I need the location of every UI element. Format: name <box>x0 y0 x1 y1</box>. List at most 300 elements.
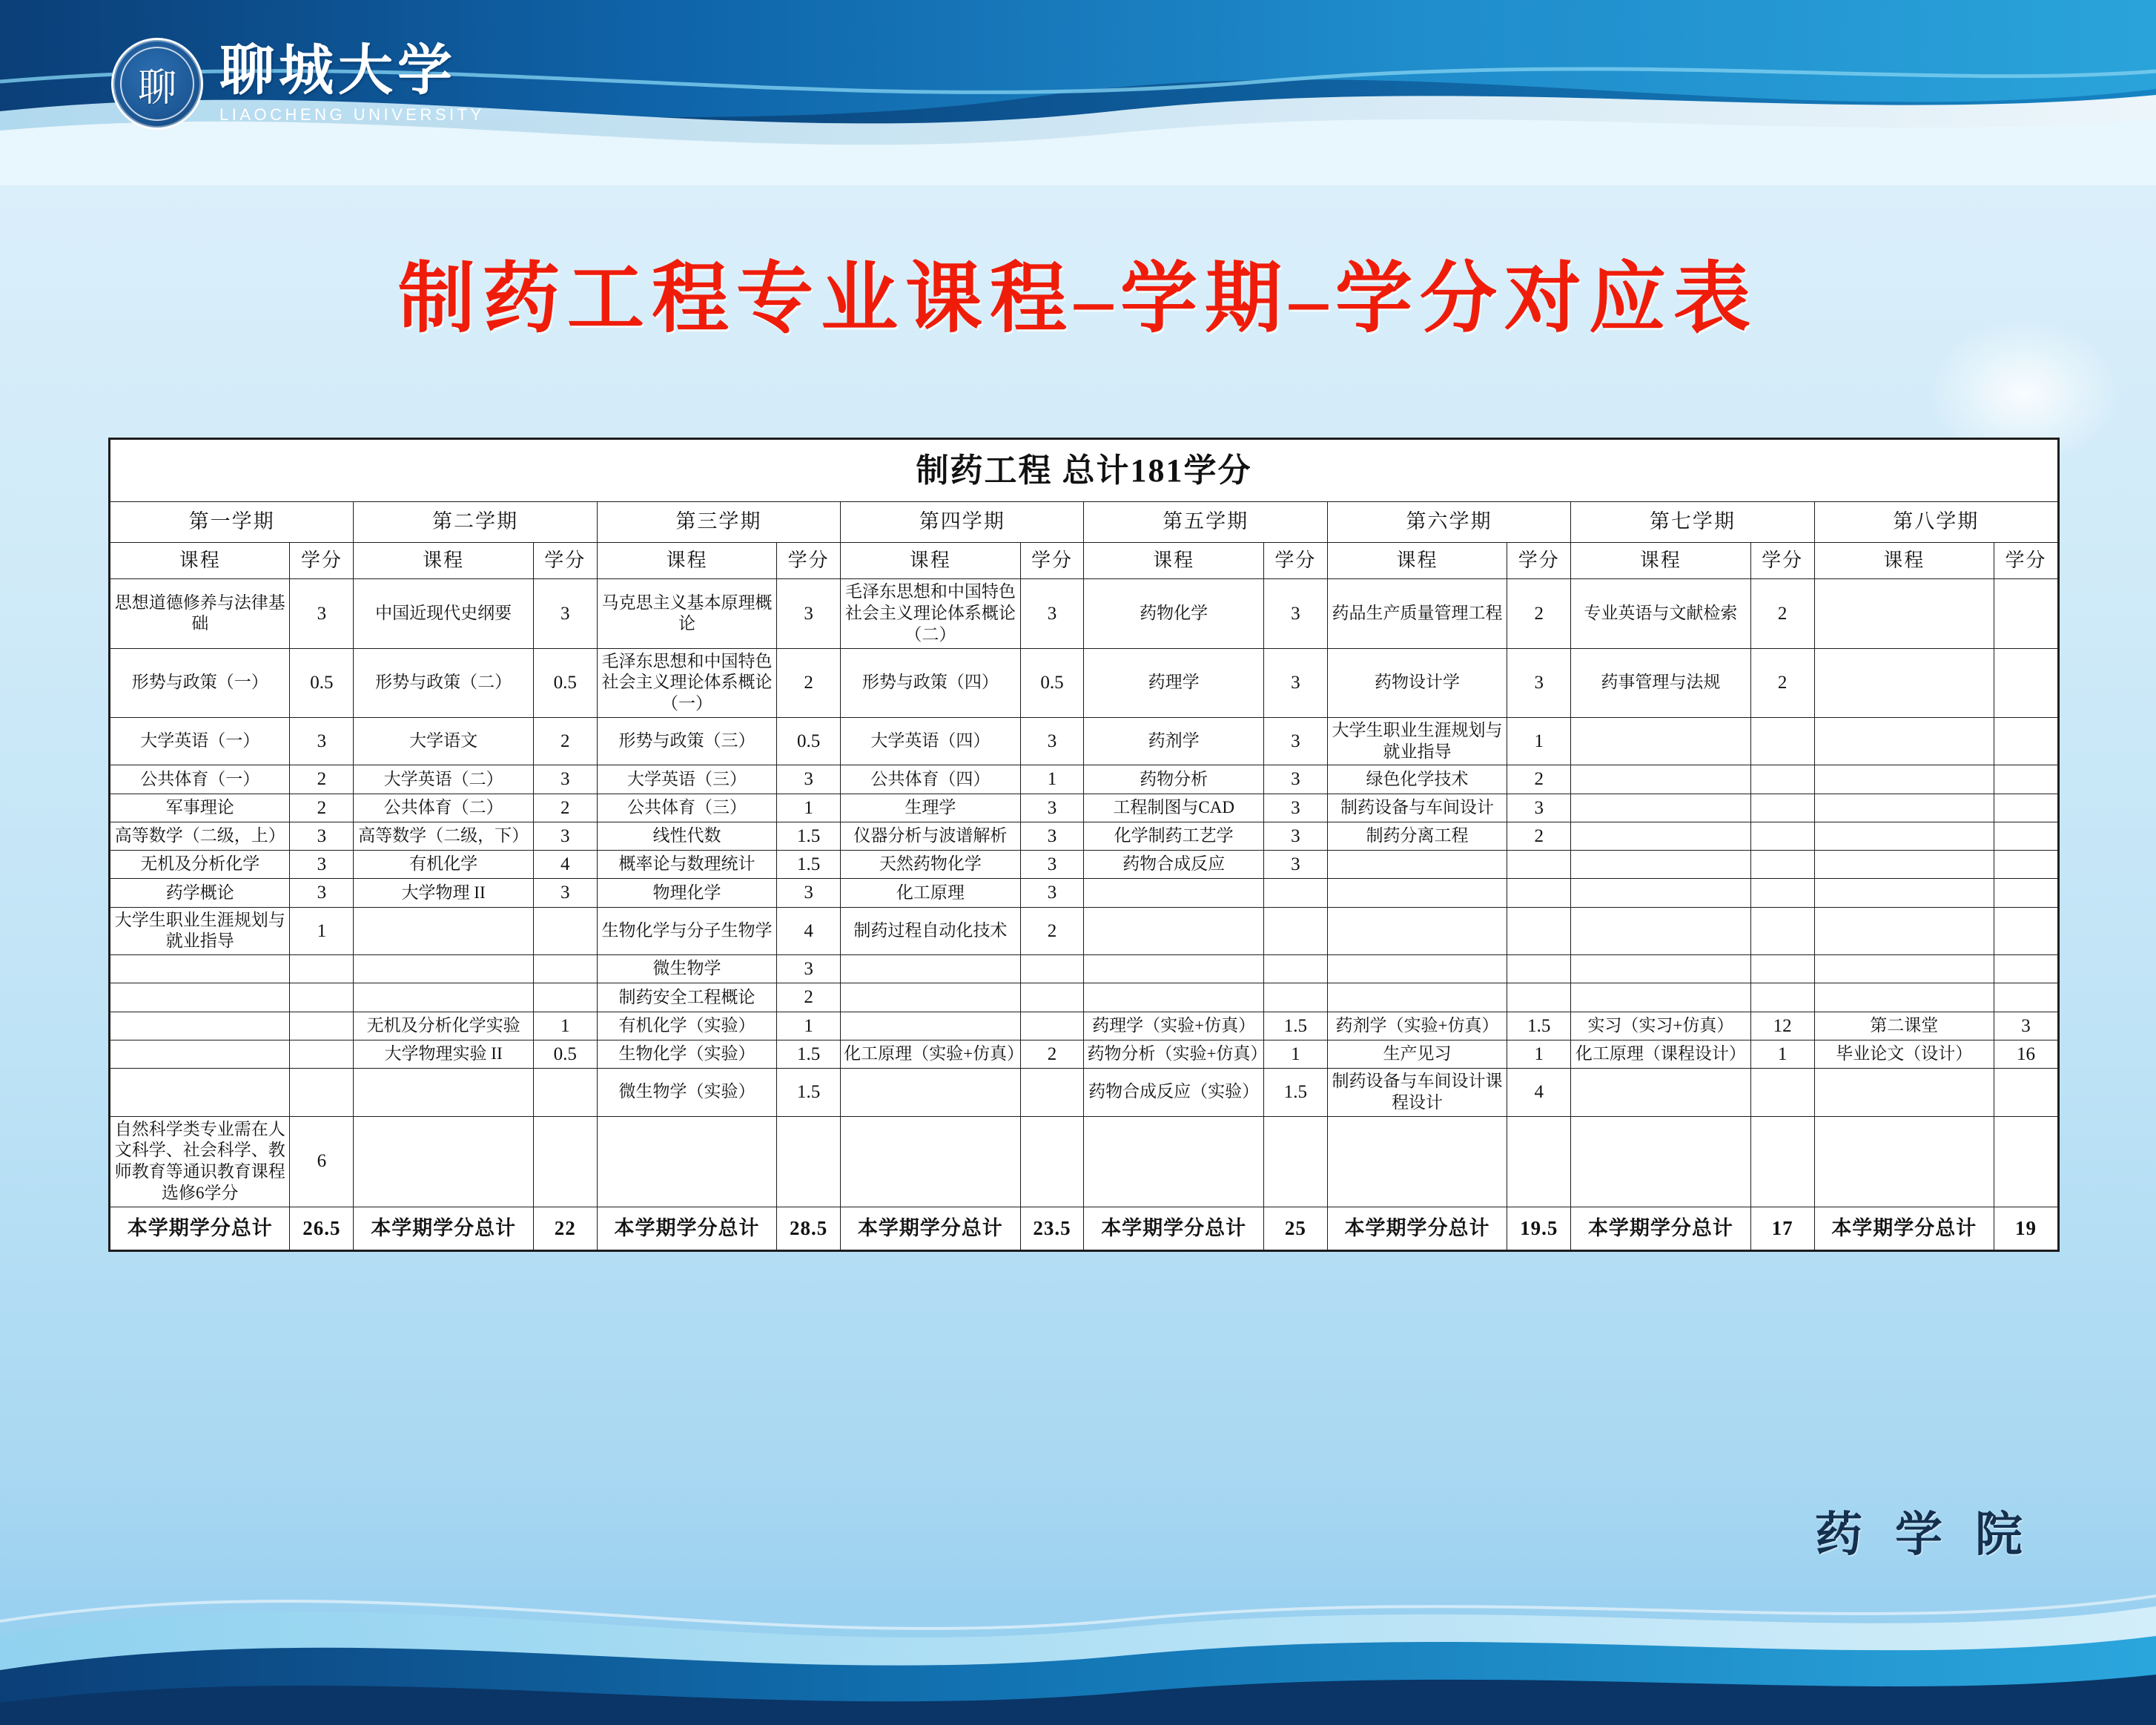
university-seal-icon <box>111 38 203 130</box>
course-cell: 公共体育（二） <box>354 794 533 822</box>
empty-cell <box>841 955 1020 983</box>
empty-cell <box>1750 955 1814 983</box>
course-cell: 公共体育（一） <box>110 765 290 794</box>
empty-cell <box>1750 765 1814 794</box>
semester-total-label: 本学期学分总计 <box>1327 1207 1507 1250</box>
credit-cell: 16 <box>1994 1040 2057 1068</box>
credit-cell: 3 <box>290 717 354 765</box>
course-cell: 概率论与数理统计 <box>597 851 776 879</box>
empty-cell <box>1814 983 1994 1012</box>
credit-cell: 4 <box>533 851 597 879</box>
credit-cell: 1.5 <box>777 822 841 850</box>
empty-cell <box>1750 822 1814 850</box>
credit-cell: 3 <box>1507 794 1571 822</box>
credit-cell: 3 <box>777 955 841 983</box>
course-cell: 药物设计学 <box>1327 648 1507 717</box>
semester-total-label: 本学期学分总计 <box>1571 1207 1750 1250</box>
credit-cell: 3 <box>1263 717 1327 765</box>
empty-cell <box>1020 983 1084 1012</box>
credit-cell: 2 <box>533 717 597 765</box>
credit-cell: 3 <box>1263 794 1327 822</box>
university-name-cn: 聊城大学 <box>219 41 457 102</box>
empty-cell <box>1327 955 1507 983</box>
empty-cell <box>1020 1069 1084 1117</box>
course-cell: 公共体育（四） <box>841 765 1020 794</box>
course-cell: 大学英语（二） <box>354 765 533 794</box>
table-row <box>110 955 2058 983</box>
university-logo <box>111 36 497 132</box>
credit-cell: 12 <box>1750 1012 1814 1040</box>
table-row <box>110 983 2058 1012</box>
course-cell: 制药过程自动化技术 <box>841 907 1020 955</box>
empty-cell <box>1507 983 1571 1012</box>
empty-cell <box>1263 907 1327 955</box>
credit-column-header: 学分 <box>1994 542 2057 579</box>
semester-header-3: 第三学期 <box>597 502 840 543</box>
credit-cell: 1.5 <box>1263 1069 1327 1117</box>
semester-header-6: 第六学期 <box>1327 502 1570 543</box>
credit-cell: 3 <box>1994 1012 2057 1040</box>
course-cell: 无机及分析化学实验 <box>354 1012 533 1040</box>
course-cell: 高等数学（二级，下） <box>354 822 533 850</box>
course-cell: 制药分离工程 <box>1327 822 1507 850</box>
semester-header-2: 第二学期 <box>354 502 597 543</box>
course-cell: 生物化学（实验） <box>597 1040 776 1068</box>
course-cell: 药理学 <box>1084 648 1263 717</box>
course-cell: 线性代数 <box>597 822 776 850</box>
course-cell: 大学生职业生涯规划与就业指导 <box>110 907 290 955</box>
course-column-header: 课程 <box>1327 542 1507 579</box>
course-cell: 形势与政策（一） <box>110 648 290 717</box>
course-cell: 天然药物化学 <box>841 851 1020 879</box>
course-cell: 有机化学 <box>354 851 533 879</box>
empty-cell <box>1263 983 1327 1012</box>
semester-total-value: 17 <box>1750 1207 1814 1250</box>
credit-cell: 3 <box>1020 717 1084 765</box>
course-cell: 药品生产质量管理工程 <box>1327 579 1507 648</box>
course-cell: 制药安全工程概论 <box>597 983 776 1012</box>
empty-cell <box>110 983 290 1012</box>
empty-cell <box>110 1012 290 1040</box>
course-column-header: 课程 <box>110 542 290 579</box>
empty-cell <box>290 983 354 1012</box>
course-cell: 有机化学（实验） <box>597 1012 776 1040</box>
course-cell: 毛泽东思想和中国特色社会主义理论体系概论（二） <box>841 579 1020 648</box>
empty-cell <box>841 1116 1020 1207</box>
empty-cell <box>1263 955 1327 983</box>
table-row <box>110 907 2058 955</box>
course-cell: 药物合成反应（实验） <box>1084 1069 1263 1117</box>
empty-cell <box>1327 983 1507 1012</box>
credit-column-header: 学分 <box>777 542 841 579</box>
empty-cell <box>110 955 290 983</box>
empty-cell <box>1994 579 2057 648</box>
course-column-header: 课程 <box>597 542 776 579</box>
course-cell: 大学英语（一） <box>110 717 290 765</box>
empty-cell <box>1084 879 1263 907</box>
credit-cell: 3 <box>1020 879 1084 907</box>
semester-total-label: 本学期学分总计 <box>597 1207 776 1250</box>
empty-cell <box>1507 907 1571 955</box>
empty-cell <box>1994 851 2057 879</box>
empty-cell <box>110 1040 290 1068</box>
empty-cell <box>1571 955 1750 983</box>
semester-total-label: 本学期学分总计 <box>1814 1207 1994 1250</box>
credit-cell: 1.5 <box>777 1069 841 1117</box>
course-cell: 药剂学（实验+仿真） <box>1327 1012 1507 1040</box>
credit-cell: 3 <box>1263 822 1327 850</box>
credit-cell: 4 <box>1507 1069 1571 1117</box>
course-cell: 绿色化学技术 <box>1327 765 1507 794</box>
course-cell: 形势与政策（四） <box>841 648 1020 717</box>
course-column-header: 课程 <box>841 542 1020 579</box>
credit-cell: 1 <box>1263 1040 1327 1068</box>
empty-cell <box>1750 717 1814 765</box>
seal-glyph: 聊 <box>137 67 176 110</box>
empty-cell <box>1814 579 1994 648</box>
college-name: 药 学 院 <box>1815 1508 2033 1561</box>
empty-cell <box>1814 822 1994 850</box>
empty-cell <box>1750 794 1814 822</box>
credit-cell: 1.5 <box>1263 1012 1327 1040</box>
credit-cell: 3 <box>1263 765 1327 794</box>
empty-cell <box>1814 851 1994 879</box>
table-row <box>110 648 2058 717</box>
empty-cell <box>1814 717 1994 765</box>
table-row <box>110 765 2058 794</box>
course-cell: 药事管理与法规 <box>1571 648 1750 717</box>
university-name-en: LIAOCHENG UNIVERSITY <box>219 105 485 124</box>
course-cell: 制药设备与车间设计课程设计 <box>1327 1069 1507 1117</box>
credit-cell: 3 <box>1020 822 1084 850</box>
course-column-header: 课程 <box>354 542 533 579</box>
semester-header-5: 第五学期 <box>1084 502 1327 543</box>
course-cell: 实习（实习+仿真） <box>1571 1012 1750 1040</box>
table-caption: 制药工程 总计181学分 <box>110 440 2058 502</box>
empty-cell <box>354 1116 533 1207</box>
credit-cell: 2 <box>1507 765 1571 794</box>
course-cell: 微生物学 <box>597 955 776 983</box>
credit-cell: 3 <box>533 579 597 648</box>
course-cell: 大学物理实验 II <box>354 1040 533 1068</box>
credit-cell: 6 <box>290 1116 354 1207</box>
empty-cell <box>841 983 1020 1012</box>
empty-cell <box>1814 879 1994 907</box>
course-cell: 药物合成反应 <box>1084 851 1263 879</box>
empty-cell <box>1750 1069 1814 1117</box>
credit-cell: 3 <box>1263 579 1327 648</box>
credit-column-header: 学分 <box>1020 542 1084 579</box>
semester-header-8: 第八学期 <box>1814 502 2057 543</box>
credit-cell: 1.5 <box>777 1040 841 1068</box>
course-cell: 药物化学 <box>1084 579 1263 648</box>
credit-cell: 1.5 <box>1507 1012 1571 1040</box>
semester-header-4: 第四学期 <box>841 502 1084 543</box>
semester-total-value: 26.5 <box>290 1207 354 1250</box>
credit-cell: 1.5 <box>777 851 841 879</box>
course-cell: 化学制药工艺学 <box>1084 822 1263 850</box>
empty-cell <box>1571 717 1750 765</box>
empty-cell <box>1084 1116 1263 1207</box>
course-cell: 第二课堂 <box>1814 1012 1994 1040</box>
course-cell: 军事理论 <box>110 794 290 822</box>
credit-cell: 2 <box>1020 1040 1084 1068</box>
credit-cell: 2 <box>1507 579 1571 648</box>
table-row <box>110 1012 2058 1040</box>
empty-cell <box>533 1116 597 1207</box>
empty-cell <box>1571 1116 1750 1207</box>
semester-header-7: 第七学期 <box>1571 502 1814 543</box>
empty-cell <box>1994 907 2057 955</box>
credit-cell: 3 <box>290 579 354 648</box>
course-cell: 形势与政策（二） <box>354 648 533 717</box>
empty-cell <box>1571 822 1750 850</box>
credit-cell: 0.5 <box>290 648 354 717</box>
page-title: 制药工程专业课程–学期–学分对应表 <box>397 257 1758 342</box>
credit-cell: 3 <box>1020 794 1084 822</box>
credit-cell: 1 <box>1507 717 1571 765</box>
credit-column-header: 学分 <box>533 542 597 579</box>
course-cell: 药物分析（实验+仿真） <box>1084 1040 1263 1068</box>
empty-cell <box>1020 1012 1084 1040</box>
empty-cell <box>1084 983 1263 1012</box>
credit-cell: 1 <box>1020 765 1084 794</box>
semester-total-label: 本学期学分总计 <box>110 1207 290 1250</box>
course-cell: 毛泽东思想和中国特色社会主义理论体系概论（一） <box>597 648 776 717</box>
credit-cell: 3 <box>1020 579 1084 648</box>
credit-cell: 2 <box>533 794 597 822</box>
course-cell: 大学生职业生涯规划与就业指导 <box>1327 717 1507 765</box>
empty-cell <box>290 955 354 983</box>
course-cell: 大学英语（四） <box>841 717 1020 765</box>
empty-cell <box>841 1012 1020 1040</box>
empty-cell <box>1750 1116 1814 1207</box>
credit-cell: 2 <box>777 983 841 1012</box>
semester-total-label: 本学期学分总计 <box>841 1207 1020 1250</box>
empty-cell <box>1507 851 1571 879</box>
empty-cell <box>597 1116 776 1207</box>
empty-cell <box>1571 794 1750 822</box>
credit-cell: 1 <box>777 1012 841 1040</box>
empty-cell <box>1994 879 2057 907</box>
empty-cell <box>1814 648 1994 717</box>
course-cell: 形势与政策（三） <box>597 717 776 765</box>
course-cell: 工程制图与CAD <box>1084 794 1263 822</box>
credit-column-header: 学分 <box>290 542 354 579</box>
column-header-row <box>110 542 2058 579</box>
empty-cell <box>1994 822 2057 850</box>
empty-cell <box>1994 983 2057 1012</box>
empty-cell <box>1814 1116 1994 1207</box>
credit-cell: 3 <box>777 879 841 907</box>
empty-cell <box>533 907 597 955</box>
empty-cell <box>1020 1116 1084 1207</box>
empty-cell <box>1020 955 1084 983</box>
course-cell: 生产见习 <box>1327 1040 1507 1068</box>
empty-cell <box>354 1069 533 1117</box>
empty-cell <box>1994 1069 2057 1117</box>
course-cell: 大学英语（三） <box>597 765 776 794</box>
course-cell: 化工原理（实验+仿真） <box>841 1040 1020 1068</box>
course-cell: 生理学 <box>841 794 1020 822</box>
course-cell: 大学物理 II <box>354 879 533 907</box>
empty-cell <box>1327 907 1507 955</box>
credit-cell: 0.5 <box>533 1040 597 1068</box>
empty-cell <box>1814 765 1994 794</box>
curriculum-table-container <box>108 438 2060 1252</box>
semester-total-value: 25 <box>1263 1207 1327 1250</box>
semester-header-1: 第一学期 <box>110 502 354 543</box>
empty-cell <box>1994 794 2057 822</box>
footer-banner <box>0 1480 2156 1725</box>
table-caption-row <box>110 440 2058 502</box>
course-cell: 公共体育（三） <box>597 794 776 822</box>
credit-cell: 2 <box>777 648 841 717</box>
credit-cell: 1 <box>1507 1040 1571 1068</box>
course-column-header: 课程 <box>1571 542 1750 579</box>
course-cell: 专业英语与文献检索 <box>1571 579 1750 648</box>
empty-cell <box>1750 983 1814 1012</box>
credit-cell: 0.5 <box>533 648 597 717</box>
empty-cell <box>1327 879 1507 907</box>
course-cell: 微生物学（实验） <box>597 1069 776 1117</box>
table-row <box>110 579 2058 648</box>
empty-cell <box>1750 907 1814 955</box>
semester-total-label: 本学期学分总计 <box>1084 1207 1263 1250</box>
semester-total-value: 28.5 <box>777 1207 841 1250</box>
credit-column-header: 学分 <box>1507 542 1571 579</box>
course-cell: 中国近现代史纲要 <box>354 579 533 648</box>
course-cell: 马克思主义基本原理概论 <box>597 579 776 648</box>
credit-cell: 3 <box>777 579 841 648</box>
credit-cell: 3 <box>290 851 354 879</box>
table-row <box>110 822 2058 850</box>
credit-cell: 3 <box>290 822 354 850</box>
credit-cell: 3 <box>533 822 597 850</box>
empty-cell <box>1571 1069 1750 1117</box>
empty-cell <box>1507 955 1571 983</box>
semester-total-value: 19.5 <box>1507 1207 1571 1250</box>
empty-cell <box>1814 907 1994 955</box>
empty-cell <box>1994 955 2057 983</box>
empty-cell <box>1571 851 1750 879</box>
curriculum-table <box>110 439 2058 1250</box>
credit-cell: 3 <box>1263 851 1327 879</box>
empty-cell <box>1571 765 1750 794</box>
empty-cell <box>1994 765 2057 794</box>
semester-total-label: 本学期学分总计 <box>354 1207 533 1250</box>
course-cell: 化工原理 <box>841 879 1020 907</box>
semester-total-value: 23.5 <box>1020 1207 1084 1250</box>
credit-cell: 2 <box>1750 579 1814 648</box>
empty-cell <box>1994 1116 2057 1207</box>
course-cell: 毕业论文（设计） <box>1814 1040 1994 1068</box>
course-cell: 自然科学类专业需在人文科学、社会科学、教师教育等通识教育课程选修6学分 <box>110 1116 290 1207</box>
credit-cell: 1 <box>533 1012 597 1040</box>
credit-cell: 2 <box>290 794 354 822</box>
empty-cell <box>1571 907 1750 955</box>
credit-cell: 4 <box>777 907 841 955</box>
empty-cell <box>110 1069 290 1117</box>
table-row <box>110 1040 2058 1068</box>
table-row <box>110 1069 2058 1117</box>
course-cell: 化工原理（课程设计） <box>1571 1040 1750 1068</box>
credit-cell: 2 <box>290 765 354 794</box>
empty-cell <box>1814 955 1994 983</box>
empty-cell <box>1814 794 1994 822</box>
empty-cell <box>354 983 533 1012</box>
empty-cell <box>1750 851 1814 879</box>
credit-cell: 3 <box>533 765 597 794</box>
credit-column-header: 学分 <box>1263 542 1327 579</box>
semester-header-row <box>110 502 2058 543</box>
empty-cell <box>1327 851 1507 879</box>
credit-cell: 3 <box>1507 648 1571 717</box>
semester-total-row <box>110 1207 2058 1250</box>
credit-cell: 0.5 <box>777 717 841 765</box>
empty-cell <box>533 1069 597 1117</box>
credit-cell: 2 <box>1750 648 1814 717</box>
empty-cell <box>1084 955 1263 983</box>
course-cell: 高等数学（二级，上） <box>110 822 290 850</box>
empty-cell <box>354 955 533 983</box>
empty-cell <box>777 1116 841 1207</box>
header-banner <box>0 0 2156 185</box>
semester-total-value: 22 <box>533 1207 597 1250</box>
course-cell: 仪器分析与波谱解析 <box>841 822 1020 850</box>
empty-cell <box>533 983 597 1012</box>
empty-cell <box>1507 1116 1571 1207</box>
empty-cell <box>1571 983 1750 1012</box>
credit-cell: 1 <box>1750 1040 1814 1068</box>
empty-cell <box>354 907 533 955</box>
credit-cell: 2 <box>1507 822 1571 850</box>
credit-cell: 1 <box>290 907 354 955</box>
footer-wave-graphic <box>0 1480 2156 1725</box>
empty-cell <box>1084 907 1263 955</box>
empty-cell <box>533 955 597 983</box>
empty-cell <box>290 1040 354 1068</box>
course-cell: 制药设备与车间设计 <box>1327 794 1507 822</box>
empty-cell <box>1571 879 1750 907</box>
empty-cell <box>1994 648 2057 717</box>
table-row <box>110 879 2058 907</box>
credit-cell: 3 <box>290 879 354 907</box>
course-cell: 物理化学 <box>597 879 776 907</box>
empty-cell <box>1994 717 2057 765</box>
empty-cell <box>1263 1116 1327 1207</box>
table-row <box>110 717 2058 765</box>
credit-cell: 3 <box>777 765 841 794</box>
empty-cell <box>1263 879 1327 907</box>
credit-cell: 2 <box>1020 907 1084 955</box>
table-row <box>110 794 2058 822</box>
empty-cell <box>1750 879 1814 907</box>
credit-cell: 3 <box>1263 648 1327 717</box>
table-row <box>110 851 2058 879</box>
semester-total-value: 19 <box>1994 1207 2057 1250</box>
credit-cell: 3 <box>533 879 597 907</box>
empty-cell <box>1507 879 1571 907</box>
credit-cell: 0.5 <box>1020 648 1084 717</box>
course-cell: 药理学（实验+仿真） <box>1084 1012 1263 1040</box>
course-cell: 药剂学 <box>1084 717 1263 765</box>
course-cell: 药物分析 <box>1084 765 1263 794</box>
credit-cell: 3 <box>1020 851 1084 879</box>
credit-column-header: 学分 <box>1750 542 1814 579</box>
course-cell: 无机及分析化学 <box>110 851 290 879</box>
credit-cell: 1 <box>777 794 841 822</box>
